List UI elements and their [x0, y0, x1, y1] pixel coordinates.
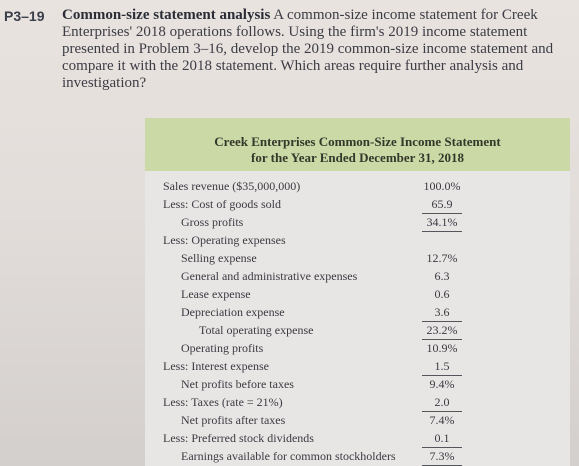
row-value: 2.0	[422, 395, 462, 412]
row-value: 34.1%	[422, 215, 462, 232]
problem-title: Common-size statement analysis	[62, 7, 271, 23]
row-value: 3.6	[422, 305, 462, 322]
row-label: Less: Operating expenses	[163, 233, 286, 247]
table-row	[145, 412, 570, 430]
table-row	[145, 232, 570, 250]
row-label: Sales revenue ($35,000,000)	[163, 179, 301, 193]
row-value: 100.0%	[423, 179, 461, 193]
row-value: 12.7%	[426, 251, 458, 265]
row-label: Selling expense	[181, 251, 257, 265]
table-row	[145, 214, 570, 232]
row-value: 6.3	[434, 269, 450, 283]
table-row	[145, 250, 570, 268]
table-row	[145, 394, 570, 412]
row-value: 7.3%	[422, 449, 462, 466]
row-label: Earnings available for common stockholders	[181, 449, 396, 463]
table-row	[145, 268, 570, 286]
table-row	[145, 376, 570, 394]
row-value: 9.4%	[429, 377, 455, 391]
row-value: 23.2%	[422, 323, 462, 340]
table-row	[145, 304, 570, 322]
row-label: Less: Cost of goods sold	[163, 197, 282, 211]
table-subtitle: for the Year Ended December 31, 2018	[251, 150, 464, 165]
income-statement-table	[145, 118, 570, 466]
row-value: 10.9%	[426, 341, 458, 355]
table-row	[145, 286, 570, 304]
row-label: Net profits before taxes	[181, 377, 294, 391]
row-label: Net profits after taxes	[181, 413, 286, 427]
row-value: 1.5	[422, 359, 462, 376]
row-value: 65.9	[422, 197, 462, 214]
table-row	[145, 358, 570, 376]
row-label: Less: Interest expense	[163, 359, 269, 373]
row-value: 0.1	[422, 431, 462, 448]
problem-intro: A common-size income statement for Creek	[270, 7, 538, 23]
problem-line-4: compare it with the 2018 statement. Which areas require further analysis and	[62, 58, 524, 74]
problem-line-3: presented in Problem 3–16, develop the 2019 common-size income statement and	[62, 41, 554, 57]
table-row	[145, 196, 570, 214]
problem-line-2: Enterprises' 2018 operations follows. Using the firm's 2019 income statement	[62, 24, 528, 40]
row-label: General and administrative expenses	[181, 269, 358, 283]
problem-number: P3–19	[4, 8, 45, 24]
problem-line-1	[62, 7, 562, 24]
table-row	[145, 322, 570, 340]
table-row	[145, 448, 570, 466]
table-row	[145, 430, 570, 448]
table-header	[145, 118, 570, 171]
row-label: Less: Preferred stock dividends	[163, 431, 314, 445]
row-label: Depreciation expense	[181, 305, 285, 319]
table-title: Creek Enterprises Common-Size Income Statement	[214, 134, 501, 149]
row-value: 0.6	[434, 287, 450, 301]
row-label: Total operating expense	[199, 323, 314, 337]
table-row	[145, 178, 570, 196]
row-label: Lease expense	[181, 287, 251, 301]
table-row	[145, 340, 570, 358]
row-value: 7.4%	[429, 413, 455, 427]
problem-statement	[62, 7, 562, 92]
row-label: Gross profits	[181, 215, 244, 229]
row-label: Less: Taxes (rate = 21%)	[163, 395, 283, 409]
row-label: Operating profits	[181, 341, 264, 355]
problem-line-5: investigation?	[62, 75, 147, 91]
